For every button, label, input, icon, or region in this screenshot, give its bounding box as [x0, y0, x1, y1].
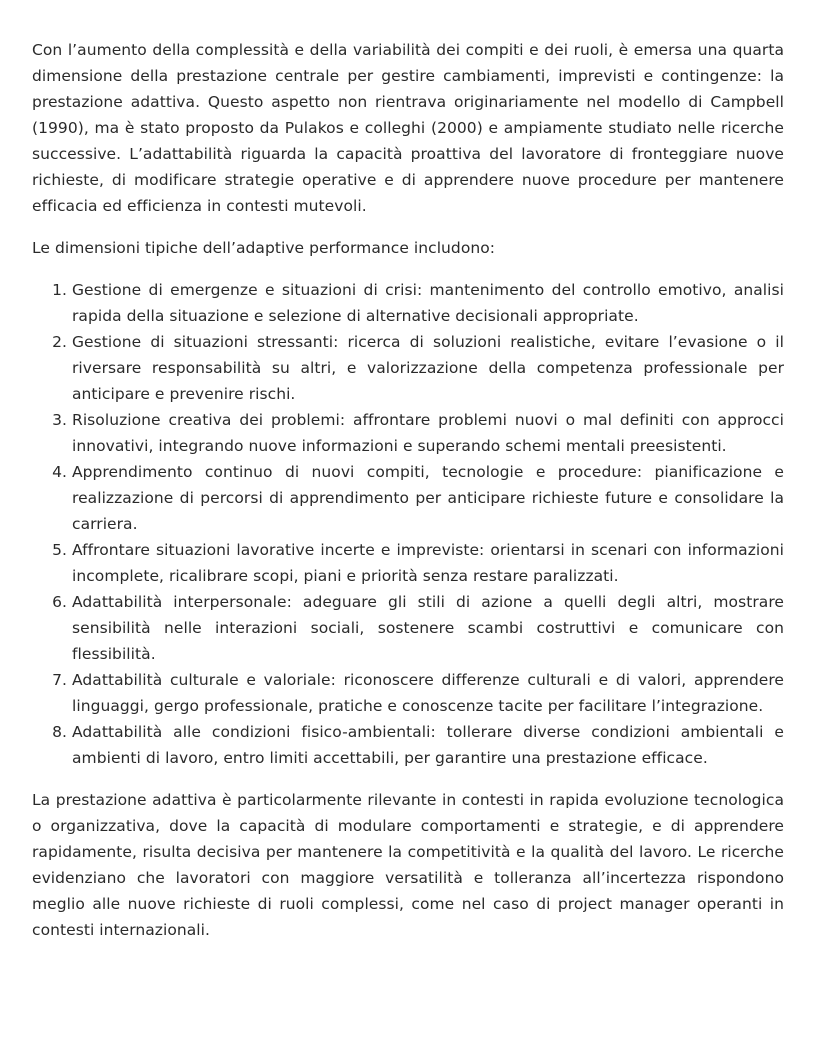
paragraph-adaptive-performance-intro: Con l’aumento della complessità e della variabilità dei compiti e dei ruoli, è emersa una quarta dimensione della prestazione centrale per gestire cambiamenti, imprevisti e contingenze: la prestazione adattiva. Questo aspetto non rientrava originariamente nel modello di Campbell (1990), ma è stato proposto da Pulakos e colleghi (2000) e ampiamente studiato nelle ricerche successive. L’adattabilità riguarda la capacità proattiva del lavoratore di fronteggiare nuove richieste, di modificare strategie operative e di apprendere nuove procedure per mantenere efficacia ed efficienza in contesti mutevoli. [32, 41, 784, 215]
list-item: 7. Adattabilità culturale e valoriale: riconoscere differenze culturali e di valori, apprendere linguaggi, gergo professionale, pratiche e conoscenze tacite per facilitare l’integrazione. [72, 667, 784, 719]
list-item: 4. Apprendimento continuo di nuovi compiti, tecnologie e procedure: pianificazione e realizzazione di percorsi di apprendimento per anticipare richieste future e consolidare la carriera. [72, 459, 784, 537]
list-item: 3. Risoluzione creativa dei problemi: affrontare problemi nuovi o mal definiti con approcci innovativi, integrando nuove informazioni e superando schemi mentali preesistenti. [72, 407, 784, 459]
list-item: 5. Affrontare situazioni lavorative incerte e impreviste: orientarsi in scenari con informazioni incomplete, ricalibrare scopi, piani e priorità senza restare paralizzati. [72, 537, 784, 589]
paragraph-conclusion: La prestazione adattiva è particolarmente rilevante in contesti in rapida evoluzione tecnologica o organizzativa, dove la capacità di modulare comportamenti e strategie, e di apprendere rapidamente, risulta decisiva per mantenere la competitività e la qualità del lavoro. Le ricerche evidenziano che lavoratori con maggiore versatilità e tolleranza all’incertezza rispondono meglio alle nuove richieste di ruoli complessi, come nel caso di project manager operanti in contesti internazionali. [32, 791, 784, 939]
list-item: 6. Adattabilità interpersonale: adeguare gli stili di azione a quelli degli altri, mostrare sensibilità nelle interazioni sociali, sostenere scambi costruttivi e comunicare con flessibilità. [72, 589, 784, 667]
list-item: 8. Adattabilità alle condizioni fisico-ambientali: tollerare diverse condizioni ambientali e ambienti di lavoro, entro limiti accettabili, per garantire una prestazione efficace. [72, 719, 784, 771]
dimensions-list [32, 277, 784, 771]
paragraph-dimensions-lead: Le dimensioni tipiche dell’adaptive performance includono: [32, 239, 496, 257]
list-item: 1. Gestione di emergenze e situazioni di crisi: mantenimento del controllo emotivo, analisi rapida della situazione e selezione di alternative decisionali appropriate. [72, 277, 784, 329]
list-item: 2. Gestione di situazioni stressanti: ricerca di soluzioni realistiche, evitare l’evasione o il riversare responsabilità su altri, e valorizzazione della competenza professionale per anticipare e prevenire rischi. [72, 329, 784, 407]
